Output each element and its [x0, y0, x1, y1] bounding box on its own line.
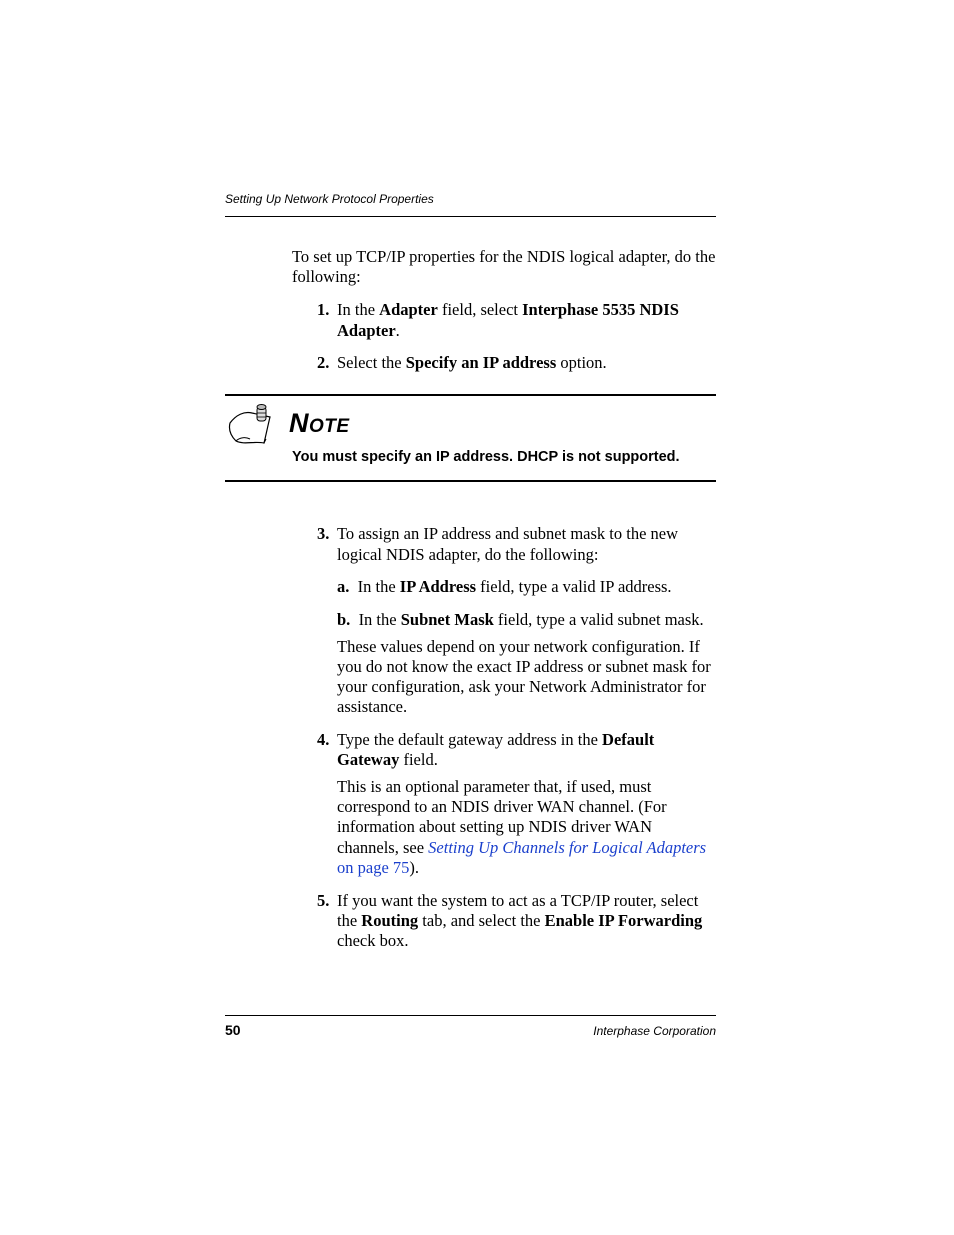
step-4-line-2: Gateway field.: [337, 750, 438, 769]
substep-a: a. In the IP Address field, type a valid IP address.: [337, 577, 672, 596]
step-5-line-2: the Routing tab, and select the Enable IP Forwarding: [337, 911, 703, 930]
step-3: 3. To assign an IP address and subnet mask to the new: [317, 524, 679, 543]
substep-b: b. In the Subnet Mask field, type a valid subnet mask.: [337, 610, 704, 629]
note-paper-icon: [226, 401, 276, 447]
step-2: 2. Select the Specify an IP address option.: [317, 353, 607, 372]
step-3-para-line-4: assistance.: [337, 697, 408, 716]
footer-rule: [225, 1015, 716, 1016]
step-4-para-line-4: channels, see Setting Up Channels for Logical Adapters: [337, 838, 707, 857]
note-text: You must specify an IP address. DHCP is not supported.: [292, 449, 680, 465]
intro-paragraph: To set up TCP/IP properties for the NDIS logical adapter, do the following:: [292, 247, 716, 286]
running-header: Setting Up Network Protocol Properties: [225, 192, 434, 206]
step-3-para-line-2: you do not know the exact IP address or subnet mask for: [337, 657, 711, 676]
note-top-rule: [225, 394, 716, 396]
step-3-para-line-1: These values depend on your network configuration. If: [337, 637, 700, 656]
step-3-para-line-3: your configuration, ask your Network Administrator for: [337, 677, 706, 696]
header-rule: [225, 216, 716, 217]
note-title: NOTE: [289, 408, 350, 438]
step-4-para-line-3: information about setting up NDIS driver WAN: [337, 817, 652, 836]
step-3-line-2: logical NDIS adapter, do the following:: [337, 545, 599, 564]
note-bottom-rule: [225, 480, 716, 482]
step-1-line-2: Adapter.: [337, 321, 400, 340]
step-5-line-3: check box.: [337, 931, 409, 950]
step-4-para-line-2: correspond to an NDIS driver WAN channel. (For: [337, 797, 667, 816]
step-4: 4. Type the default gateway address in the Default: [317, 730, 655, 749]
channels-link[interactable]: Setting Up Channels for Logical Adapters: [428, 838, 707, 857]
step-5: 5. If you want the system to act as a TCP/IP router, select: [317, 891, 699, 910]
page-75-link[interactable]: on page 75: [337, 858, 410, 877]
step-4-para-line-1: This is an optional parameter that, if used, must: [337, 777, 652, 796]
step-1: 1. In the Adapter field, select Interphase 5535 NDIS: [317, 300, 679, 319]
footer-company: Interphase Corporation: [593, 1024, 716, 1038]
page-number: 50: [225, 1022, 241, 1038]
step-4-para-line-5: on page 75).: [337, 858, 420, 877]
